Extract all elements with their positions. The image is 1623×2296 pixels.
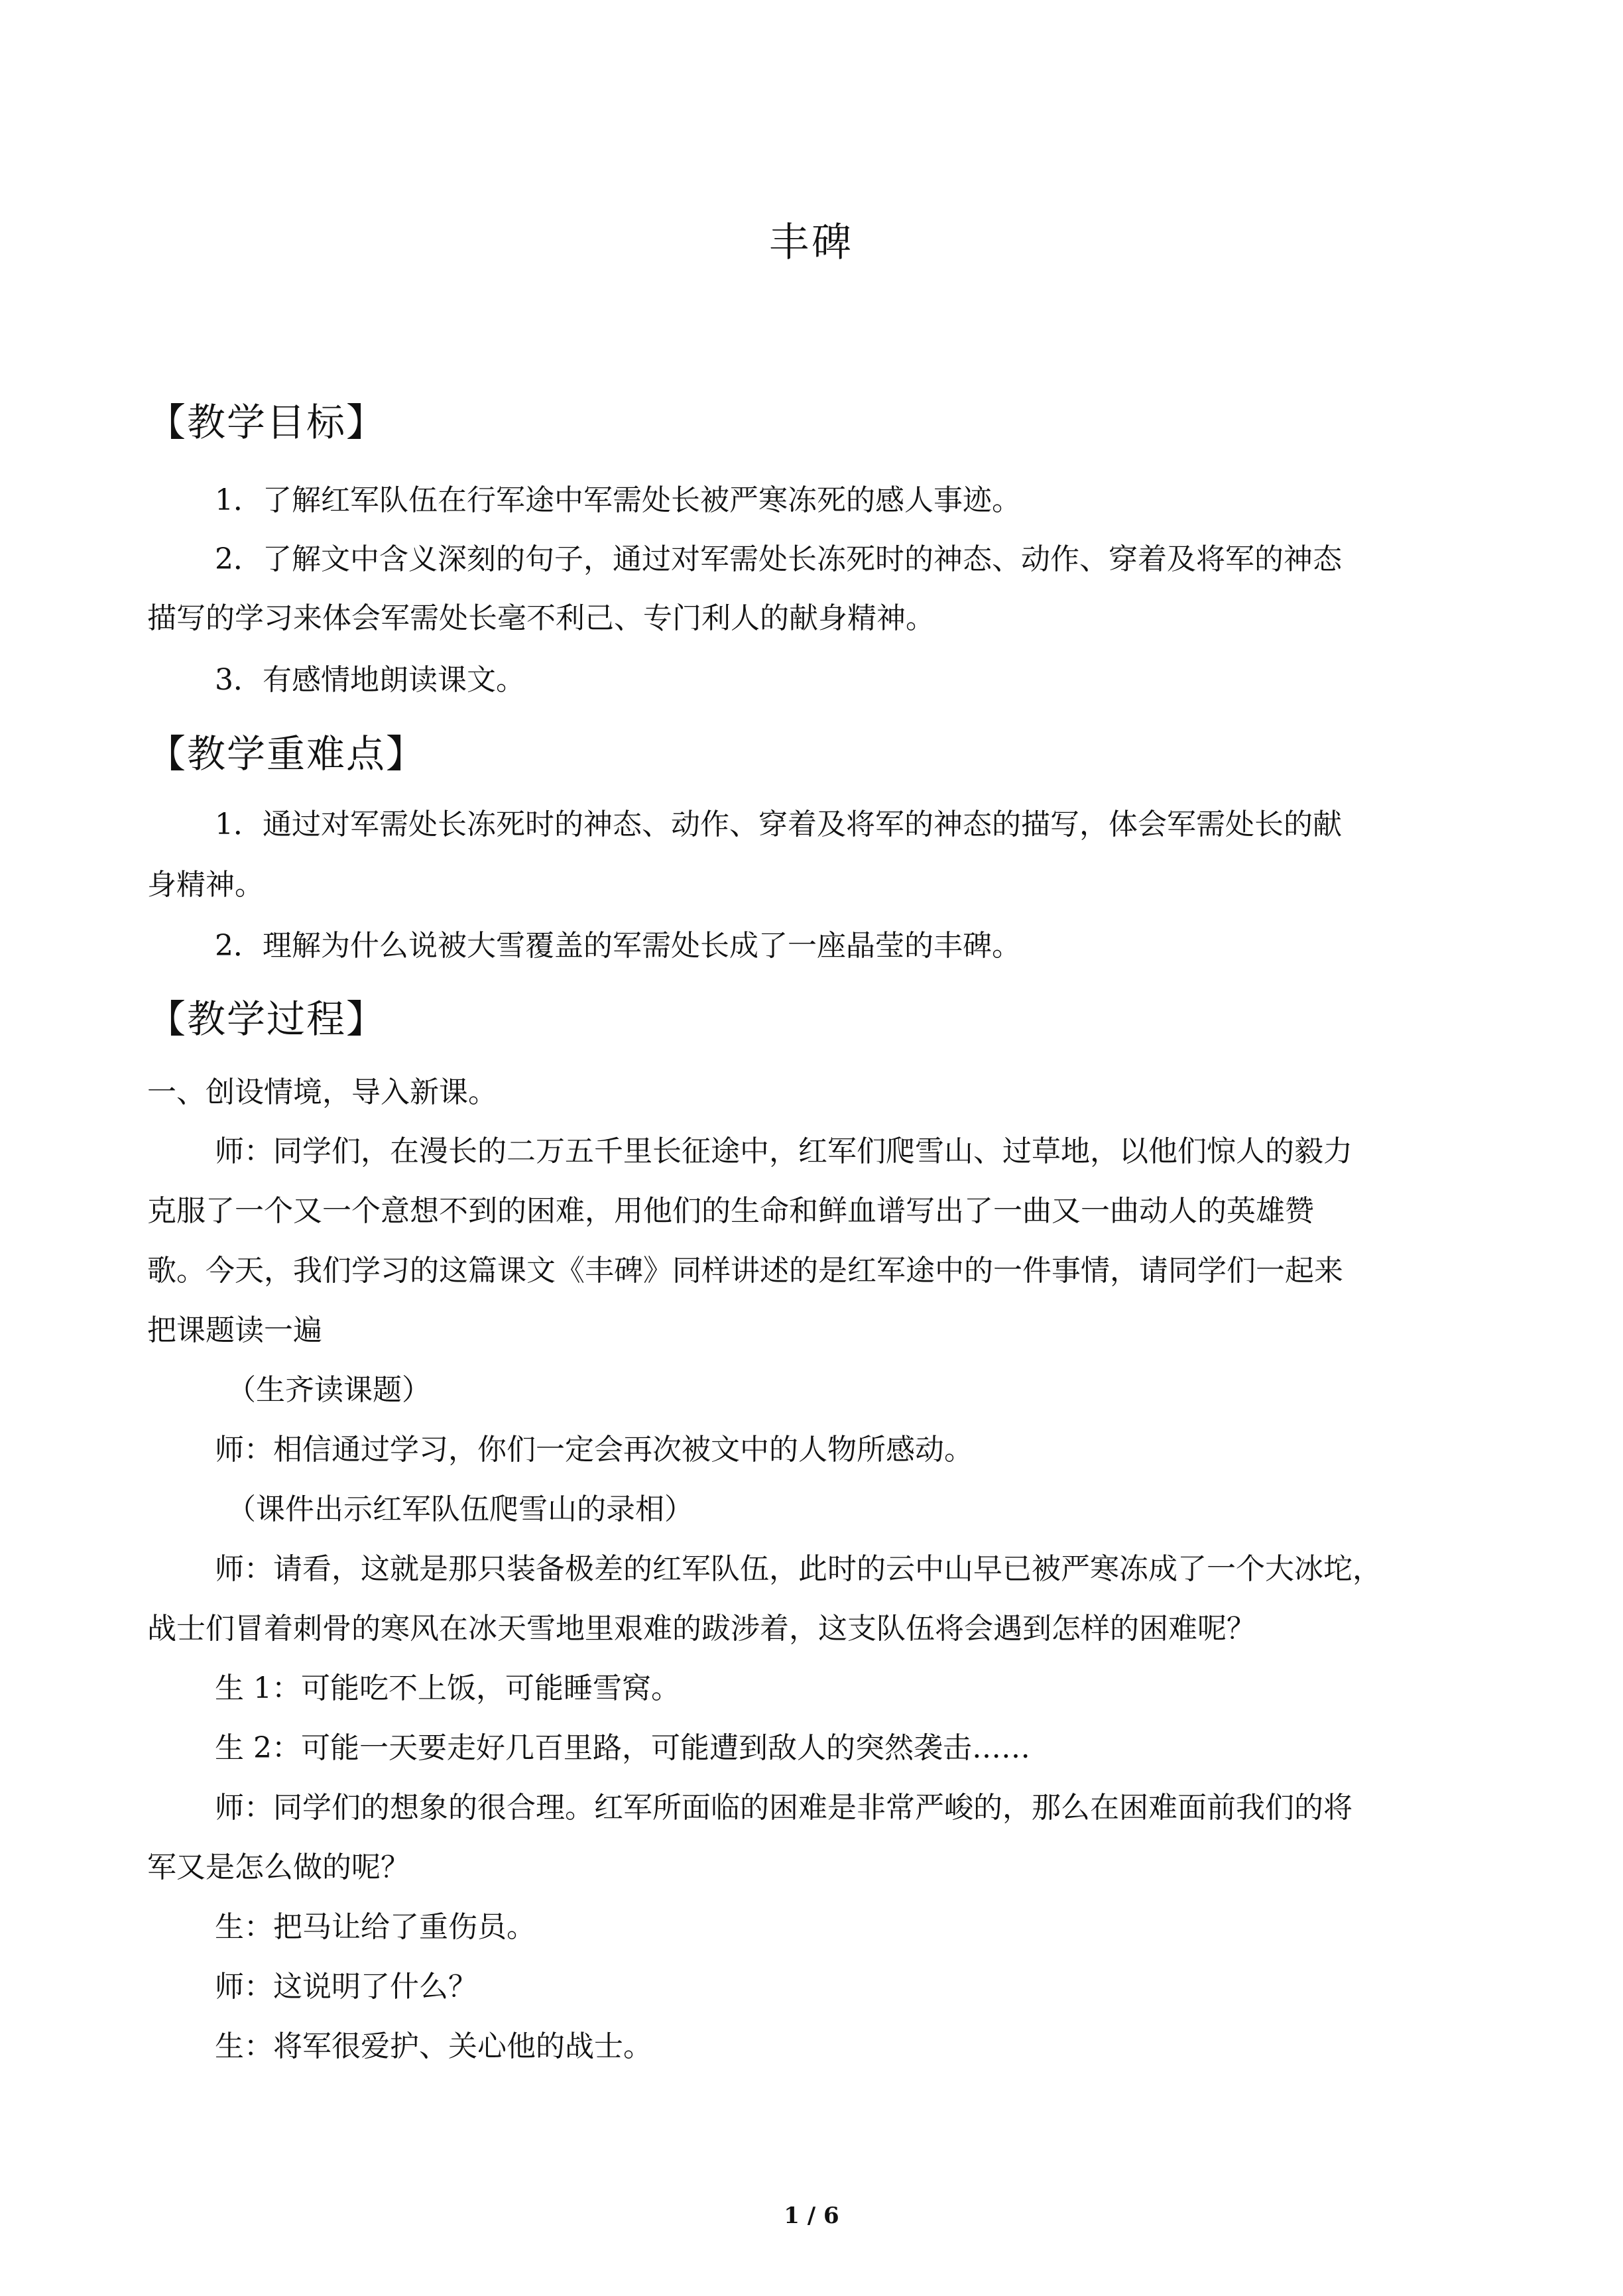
process-line: （生齐读课题） bbox=[227, 1373, 431, 1407]
process-line: （课件出示红军队伍爬雪山的录相） bbox=[227, 1492, 693, 1526]
process-line: 师：同学们，在漫长的二万五千里长征途中，红军们爬雪山、过草地，以他们惊人的毅力 bbox=[215, 1134, 1352, 1168]
process-line: 师：相信通过学习，你们一定会再次被文中的人物所感动。 bbox=[215, 1433, 973, 1467]
process-line: 军又是怎么做的呢？ bbox=[147, 1850, 410, 1884]
objective-line-1: 1．了解红军队伍在行军途中军需处长被严寒冻死的感人事迹。 bbox=[215, 483, 1021, 517]
key-point-line-2: 身精神。 bbox=[147, 868, 264, 902]
process-line: 战士们冒着刺骨的寒风在冰天雪地里艰难的跋涉着，这支队伍将会遇到怎样的困难呢？ bbox=[147, 1612, 1256, 1646]
process-line: 克服了一个又一个意想不到的困难，用他们的生命和鲜血谱写出了一曲又一曲动人的英雄赞 bbox=[147, 1194, 1314, 1228]
process-line: 生 1：可能吃不上饭，可能睡雪窝。 bbox=[215, 1671, 680, 1705]
page-number: 1 / 6 bbox=[784, 2203, 839, 2229]
objective-line-4: 3．有感情地朗读课文。 bbox=[215, 663, 525, 697]
heading-objectives: 【教学目标】 bbox=[147, 400, 387, 445]
process-line: 师：同学们的想象的很合理。红军所面临的困难是非常严峻的，那么在困难面前我们的将 bbox=[215, 1791, 1352, 1825]
key-point-line-1: 1．通过对军需处长冻死时的神态、动作、穿着及将军的神态的描写，体会军需处长的献 bbox=[215, 808, 1342, 841]
process-line: 生：将军很爱护、关心他的战士。 bbox=[215, 2029, 652, 2063]
process-line: 师：这说明了什么？ bbox=[215, 1970, 477, 2004]
objective-line-2: 2．了解文中含义深刻的句子，通过对军需处长冻死时的神态、动作、穿着及将军的神态 bbox=[215, 542, 1342, 576]
process-line: 师：请看，这就是那只装备极差的红军队伍，此时的云中山早已被严寒冻成了一个大冰坨， bbox=[215, 1552, 1382, 1586]
heading-key-points: 【教学重难点】 bbox=[147, 731, 426, 776]
process-line: 生 2：可能一天要走好几百里路，可能遭到敌人的突然袭击…… bbox=[215, 1731, 1030, 1765]
process-line: 把课题读一遍 bbox=[147, 1313, 322, 1347]
key-point-line-3: 2．理解为什么说被大雪覆盖的军需处长成了一座晶莹的丰碑。 bbox=[215, 929, 1021, 963]
page-title: 丰碑 bbox=[769, 219, 854, 266]
process-line: 歌。今天，我们学习的这篇课文《丰碑》同样讲述的是红军途中的一件事情，请同学们一起来 bbox=[147, 1254, 1343, 1288]
objective-line-3: 描写的学习来体会军需处长毫不利己、专门利人的献身精神。 bbox=[147, 601, 935, 635]
process-line: 一、创设情境，导入新课。 bbox=[147, 1075, 497, 1109]
process-line: 生：把马让给了重伤员。 bbox=[215, 1910, 536, 1944]
heading-process: 【教学过程】 bbox=[147, 997, 387, 1042]
